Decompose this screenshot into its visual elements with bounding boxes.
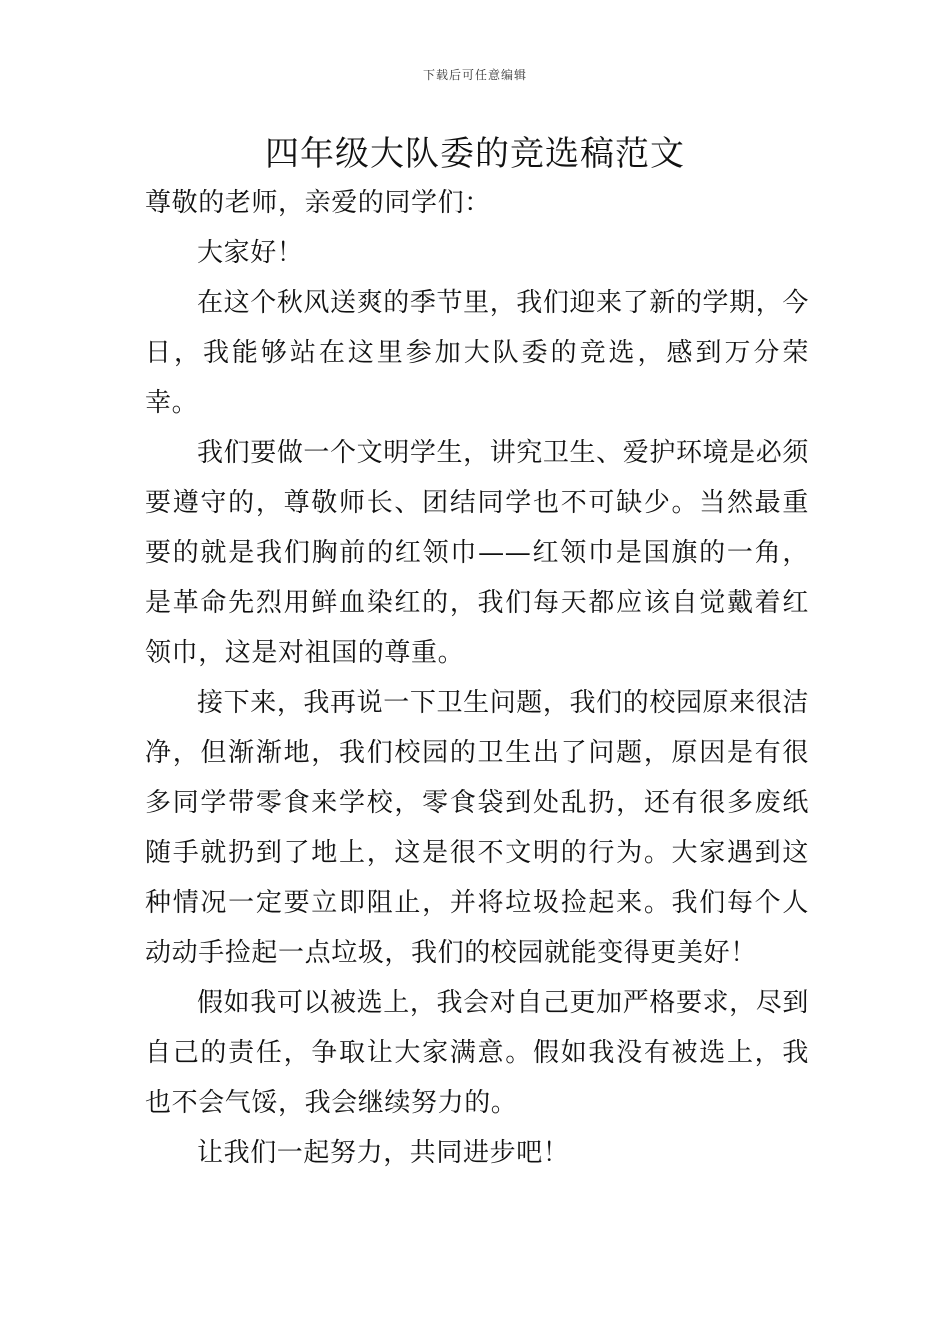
paragraph-greeting: 大家好！: [197, 238, 304, 268]
salutation: 尊敬的老师，亲爱的同学们：: [145, 188, 491, 218]
document-title: 四年级大队委的竞选稿范文: [265, 134, 685, 174]
document-body: [145, 178, 809, 1178]
paragraph-hygiene: 接下来，我再说一下卫生问题，我们的校园原来很洁净，但渐渐地，我们校园的卫生出了问题，原因是有很多同学带零食来学校，零食袋到处乱扔，还有很多废纸随手就扔到了地上，这是很不文明的行为。大家遇到这种情况一定要立即阻止，并将垃圾捡起来。我们每个人动动手捡起一点垃圾，我们的校园就能变得更美好！: [145, 688, 809, 968]
paragraph-closing: 让我们一起努力，共同进步吧！: [197, 1138, 570, 1168]
header-note: 下载后可任意编辑: [422, 68, 527, 82]
paragraph-intro: 在这个秋风送爽的季节里，我们迎来了新的学期，今日，我能够站在这里参加大队委的竞选，感到万分荣幸。: [145, 288, 809, 418]
paragraph-civility: 我们要做一个文明学生，讲究卫生、爱护环境是必须要遵守的，尊敬师长、团结同学也不可缺少。当然最重要的就是我们胸前的红领巾——红领巾是国旗的一角，是革命先烈用鲜血染红的，我们每天都应该自觉戴着红领巾，这是对祖国的尊重。: [145, 438, 809, 668]
paragraph-commitment: 假如我可以被选上，我会对自己更加严格要求，尽到自己的责任，争取让大家满意。假如我没有被选上，我也不会气馁，我会继续努力的。: [145, 988, 809, 1118]
